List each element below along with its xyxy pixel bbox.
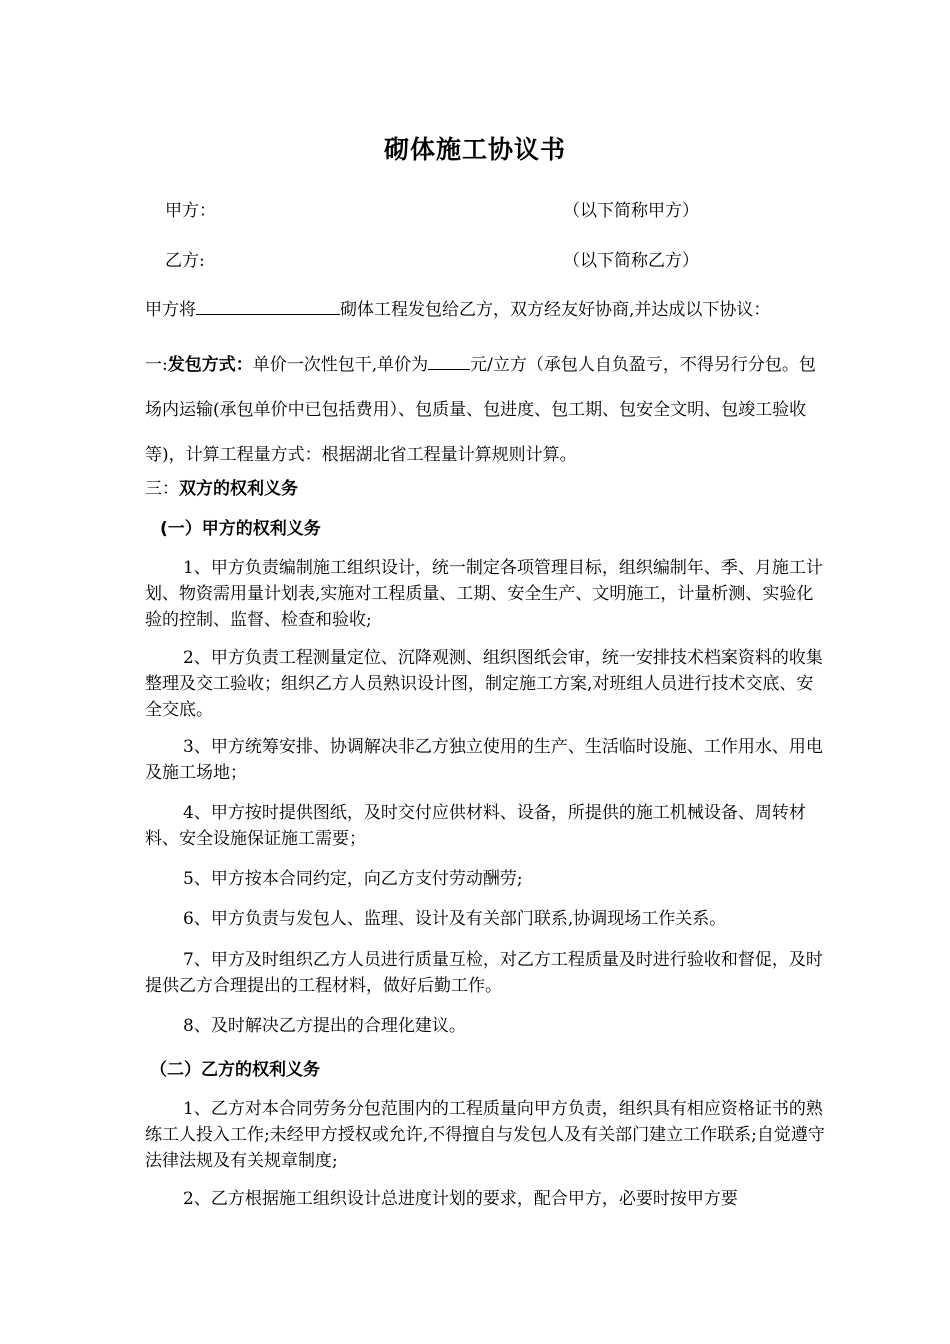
- party-a-item-3: 3、甲方统筹安排、协调解决非乙方独立使用的生产、生活临时设施、工作用水、用电及施工场地；: [145, 737, 823, 783]
- section-1-paragraph: [145, 343, 825, 478]
- party-b-item-2: 2、乙方根据施工组织设计总进度计划的要求，配合甲方，必要时按甲方要: [183, 1189, 738, 1209]
- party-a-label: 甲方：: [165, 201, 216, 221]
- section-3-heading: [145, 474, 298, 499]
- party-a-item-8: 8、及时解决乙方提出的合理化建议。: [183, 1016, 466, 1036]
- intro-suffix: 砌体工程发包给乙方，双方经友好协商,并达成以下协议：: [340, 300, 771, 320]
- section-3-title: 双方的权利义务: [179, 479, 298, 499]
- party-a-item-7: 7、甲方及时组织乙方人员进行质量互检，对乙方工程质量及时进行验收和督促，及时提供乙方合理提出的工程材料，做好后勤工作。: [145, 950, 823, 996]
- party-a-item-2: 2、甲方负责工程测量定位、沉降观测、组织图纸会审，统一安排技术档案资料的收集整理及交工验收；组织乙方人员熟识设计图，制定施工方案,对班组人员进行技术交底、安全交底。: [145, 648, 823, 720]
- unit-price-blank: [428, 351, 470, 370]
- section-1-heading: 发包方式：: [167, 355, 253, 375]
- party-a-item-4: 4、甲方按时提供图纸，及时交付应供材料、设备，所提供的施工机械设备、周转材料、安全设施保证施工需要；: [145, 803, 806, 849]
- party-a-item-1: 1、甲方负责编制施工组织设计，统一制定各项管理目标，组织编制年、季、月施工计划、物资需用量计划表,实施对工程质量、工期、安全生产、文明施工，计量析测、实验化验的控制、监督、检查和验收;: [145, 558, 823, 630]
- party-a-alias: （以下简称甲方）: [563, 201, 699, 221]
- section-1-num: 一:: [145, 355, 168, 375]
- document-title: 砌体施工协议书: [383, 135, 566, 164]
- project-name-blank: [196, 296, 340, 315]
- party-b-item-1: 1、乙方对本合同劳务分包范围内的工程质量向甲方负责，组织具有相应资格证书的熟练工人投入工作;未经甲方授权或允许,不得擅自与发包人及有关部门建立工作联系;自觉遵守法律法规及有关规章制度;: [145, 1099, 825, 1171]
- subsection-b-heading: （二）乙方的权利义务: [150, 1060, 320, 1080]
- party-a-item-5: 5、甲方按本合同约定，向乙方支付劳动酬劳;: [183, 869, 523, 889]
- party-a-item-6: 6、甲方负责与发包人、监理、设计及有关部门联系,协调现场工作关系。: [183, 909, 727, 929]
- party-b-alias: （以下简称乙方）: [563, 251, 699, 271]
- intro-paragraph: [145, 296, 825, 324]
- intro-prefix: 甲方将: [145, 300, 196, 320]
- subsection-a-heading: (一）甲方的权利义务: [160, 519, 321, 539]
- party-a-row: [165, 196, 725, 222]
- section-1-text-b: 元/立方（承包人自负盈亏，不得另行分包。包场内运输(承包单价中已包括费用）、包质量、包进度、包工期、包安全文明、包竣工验收等)，计算工程量方式：根据湖北省工程量计算规则计算。: [145, 355, 816, 465]
- party-b-label: 乙方:: [165, 251, 205, 271]
- section-1-text-a: 单价一次性包干,单价为: [252, 355, 429, 375]
- section-3-num: 三：: [145, 479, 179, 499]
- party-b-row: [165, 246, 725, 272]
